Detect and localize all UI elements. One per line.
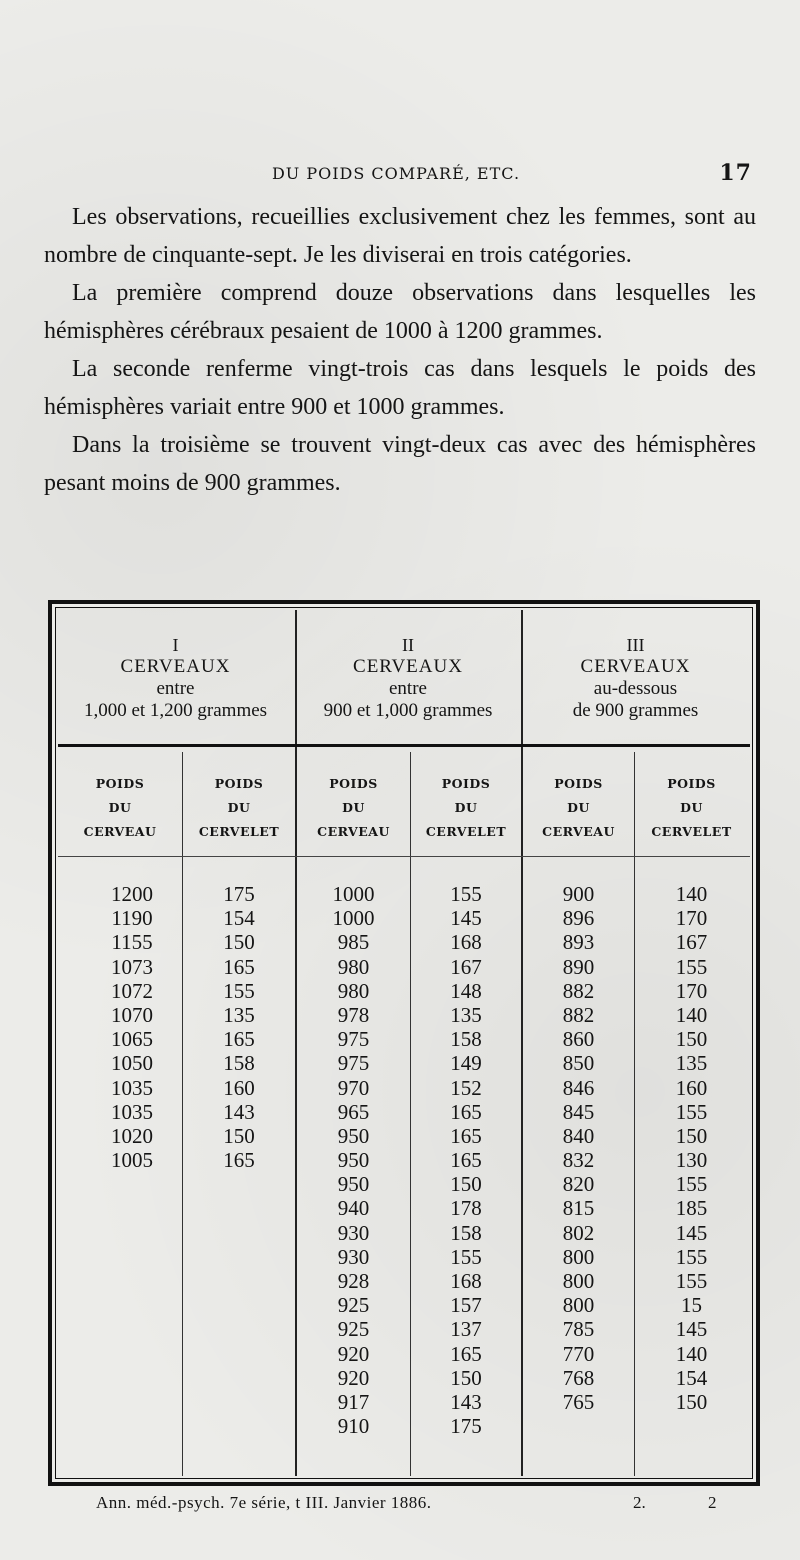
table-cell: 882 xyxy=(562,978,595,1003)
table-cell: 940 xyxy=(337,1196,370,1221)
table-cell: 165 xyxy=(223,1027,255,1052)
group-header-2 xyxy=(297,634,519,722)
table-cell: 1005 xyxy=(111,1148,153,1173)
table-cell: 1000 xyxy=(332,906,375,931)
table-cell: 860 xyxy=(562,1027,595,1052)
table-cell: 1200 xyxy=(111,882,153,906)
column-values xyxy=(82,882,182,1172)
table-cell: 165 xyxy=(223,1148,255,1173)
table-cell: 150 xyxy=(223,930,255,955)
table-cell: 925 xyxy=(337,1293,370,1318)
table-cell: 158 xyxy=(223,1051,255,1076)
group-number: II xyxy=(402,635,414,655)
table-cell: 1070 xyxy=(111,1002,153,1027)
table-cell: 155 xyxy=(675,954,708,979)
table-cell: 130 xyxy=(675,1148,708,1173)
table-cell: 155 xyxy=(450,882,482,906)
table-cell: 846 xyxy=(562,1075,595,1100)
table-cell: 965 xyxy=(337,1099,370,1124)
table-cell: 890 xyxy=(562,954,595,979)
data-table xyxy=(48,600,760,1486)
column-header: POIDS DU CERVELET xyxy=(198,776,280,839)
table-cell: 1050 xyxy=(111,1051,153,1076)
group-header-3 xyxy=(523,634,748,722)
table-cell: 167 xyxy=(675,930,708,955)
table-cell: 158 xyxy=(450,1027,482,1052)
table-cell: 165 xyxy=(450,1123,482,1148)
group-number: III xyxy=(626,635,645,655)
table-cell: 167 xyxy=(450,954,482,979)
page-number: 17 xyxy=(719,160,752,186)
column-header: POIDS DU CERVELET xyxy=(651,776,732,839)
table-cell: 930 xyxy=(337,1244,370,1269)
header-rule xyxy=(58,744,750,747)
table-cell: 135 xyxy=(450,1002,482,1027)
table-cell: 150 xyxy=(223,1123,255,1148)
table-cell: 160 xyxy=(675,1075,708,1100)
table-cell: 178 xyxy=(450,1196,482,1221)
table-cell: 148 xyxy=(450,978,482,1003)
table-cell: 1020 xyxy=(111,1123,153,1148)
table-cell: 893 xyxy=(562,930,595,955)
table-cell: 170 xyxy=(675,978,708,1003)
table-cell: 800 xyxy=(562,1244,595,1269)
table-cell: 910 xyxy=(337,1414,370,1439)
table-cell: 832 xyxy=(562,1148,595,1173)
table-cell: 150 xyxy=(675,1123,708,1148)
table-cell: 950 xyxy=(337,1172,370,1197)
table-cell: 152 xyxy=(450,1075,482,1100)
table-cell: 882 xyxy=(562,1002,595,1027)
table-cell: 785 xyxy=(562,1317,595,1342)
table-cell: 140 xyxy=(675,882,708,906)
group-header-1 xyxy=(58,634,293,722)
column-header: POIDS DU CERVEAU xyxy=(83,776,157,839)
table-cell: 175 xyxy=(223,882,255,906)
table-cell: 770 xyxy=(562,1341,595,1366)
group-range: 1,000 et 1,200 grammes xyxy=(83,700,268,721)
group-range: 900 et 1,000 grammes xyxy=(323,700,493,721)
table-cell: 765 xyxy=(562,1389,595,1414)
table-cell: 768 xyxy=(562,1365,595,1390)
column-values xyxy=(635,882,748,1414)
table-cell: 1073 xyxy=(111,954,153,979)
table-cell: 145 xyxy=(675,1220,708,1245)
column-values xyxy=(523,882,634,1414)
table-cell: 145 xyxy=(675,1317,708,1342)
table-cell: 155 xyxy=(675,1269,708,1293)
signature-mark: 2 xyxy=(708,1493,717,1512)
table-cell: 970 xyxy=(337,1075,370,1100)
group-label: au-dessous xyxy=(593,678,678,699)
column-values xyxy=(297,882,410,1438)
table-cell: 985 xyxy=(337,930,370,955)
table-cell: 1190 xyxy=(111,906,153,931)
table-cell: 137 xyxy=(450,1317,482,1342)
group-caption: CERVEAUX xyxy=(580,656,691,677)
table-cell: 135 xyxy=(675,1051,708,1076)
column-header: POIDS DU CERVEAU xyxy=(317,776,390,839)
table-cell: 160 xyxy=(223,1075,255,1100)
table-cell: 1035 xyxy=(111,1099,153,1124)
table-cell: 1035 xyxy=(111,1075,153,1100)
table-cell: 175 xyxy=(450,1414,482,1439)
table-cell: 157 xyxy=(450,1293,482,1318)
table-cell: 980 xyxy=(337,978,370,1003)
table-cell: 140 xyxy=(675,1341,708,1366)
table-cell: 165 xyxy=(450,1148,482,1173)
table-cell: 143 xyxy=(450,1389,482,1414)
table-cell: 900 xyxy=(562,882,595,906)
signature-mark: 2. xyxy=(633,1493,646,1512)
group-label: entre xyxy=(156,678,195,699)
page-footer xyxy=(96,1491,760,1519)
paragraph: Dans la troisième se trouvent vingt-deux cas avec des hémisphères pesant moins de 900 grammes. xyxy=(44,432,756,496)
table-cell: 165 xyxy=(450,1341,482,1366)
table-cell: 149 xyxy=(450,1051,482,1076)
table-cell: 975 xyxy=(337,1051,370,1076)
running-head-title: DU POIDS COMPARÉ, ETC. xyxy=(271,164,521,183)
column-header: POIDS DU CERVEAU xyxy=(542,776,615,839)
table-cell: 800 xyxy=(562,1269,595,1293)
table-cell: 917 xyxy=(337,1389,370,1414)
table-cell: 155 xyxy=(675,1172,708,1197)
table-cell: 802 xyxy=(562,1220,595,1245)
table-cell: 135 xyxy=(223,1002,255,1027)
table-cell: 815 xyxy=(562,1196,595,1221)
table-cell: 185 xyxy=(675,1196,708,1221)
table-cell: 155 xyxy=(675,1244,708,1269)
group-range: de 900 grammes xyxy=(572,700,699,721)
paragraph: Les observations, recueillies exclusivement chez les femmes, sont au nombre de cinquante-sept. Je les diviserai en trois catégories. xyxy=(44,204,756,268)
column-values xyxy=(183,882,295,1172)
table-cell: 150 xyxy=(450,1172,482,1197)
table-cell: 143 xyxy=(223,1099,255,1124)
table-cell: 1155 xyxy=(111,930,153,955)
table-cell: 15 xyxy=(681,1293,702,1318)
table-cell: 154 xyxy=(223,906,255,931)
table-cell: 920 xyxy=(337,1341,370,1366)
table-cell: 155 xyxy=(223,978,255,1003)
running-head xyxy=(40,160,752,190)
table-cell: 168 xyxy=(450,1269,482,1293)
column-values xyxy=(411,882,521,1438)
table-cell: 1000 xyxy=(332,882,375,906)
table-cell: 145 xyxy=(450,906,482,931)
table-cell: 978 xyxy=(337,1002,370,1027)
table-cell: 165 xyxy=(450,1099,482,1124)
table-cell: 158 xyxy=(450,1220,482,1245)
table-cell: 928 xyxy=(337,1269,370,1293)
table-cell: 170 xyxy=(675,906,708,931)
table-cell: 150 xyxy=(450,1365,482,1390)
paragraph: La première comprend douze observations dans lesquelles les hémisphères cérébraux pesaient de 1000 à 1200 grammes. xyxy=(44,280,756,344)
footer-journal: Ann. méd.-psych. 7e série, t III. Janvier 1886. xyxy=(96,1493,432,1512)
table-cell: 1065 xyxy=(111,1027,153,1052)
table-cell: 1072 xyxy=(111,978,153,1003)
body-text xyxy=(44,198,756,502)
subheader-rule xyxy=(58,856,750,857)
table-cell: 980 xyxy=(337,954,370,979)
table-cell: 975 xyxy=(337,1027,370,1052)
table-cell: 930 xyxy=(337,1220,370,1245)
table-cell: 845 xyxy=(562,1099,595,1124)
table-cell: 150 xyxy=(675,1389,708,1414)
table-cell: 155 xyxy=(675,1099,708,1124)
table-cell: 950 xyxy=(337,1123,370,1148)
table-cell: 165 xyxy=(223,954,255,979)
table-cell: 800 xyxy=(562,1293,595,1318)
group-caption: CERVEAUX xyxy=(120,656,231,677)
group-number: I xyxy=(172,635,179,655)
paragraph: La seconde renferme vingt-trois cas dans lesquels le poids des hémisphères variait entre 900 et 1000 grammes. xyxy=(44,356,756,420)
group-caption: CERVEAUX xyxy=(353,656,463,677)
table-cell: 154 xyxy=(675,1365,708,1390)
table-cell: 155 xyxy=(450,1244,482,1269)
table-cell: 140 xyxy=(675,1002,708,1027)
table-cell: 820 xyxy=(562,1172,595,1197)
group-label: entre xyxy=(389,678,427,699)
table-cell: 925 xyxy=(337,1317,370,1342)
table-cell: 850 xyxy=(562,1051,595,1076)
table-cell: 896 xyxy=(562,906,595,931)
column-header: POIDS DU CERVELET xyxy=(425,776,507,839)
table-cell: 168 xyxy=(450,930,482,955)
table-cell: 950 xyxy=(337,1148,370,1173)
table-cell: 920 xyxy=(337,1365,370,1390)
table-cell: 150 xyxy=(675,1027,708,1052)
table-cell: 840 xyxy=(562,1123,595,1148)
